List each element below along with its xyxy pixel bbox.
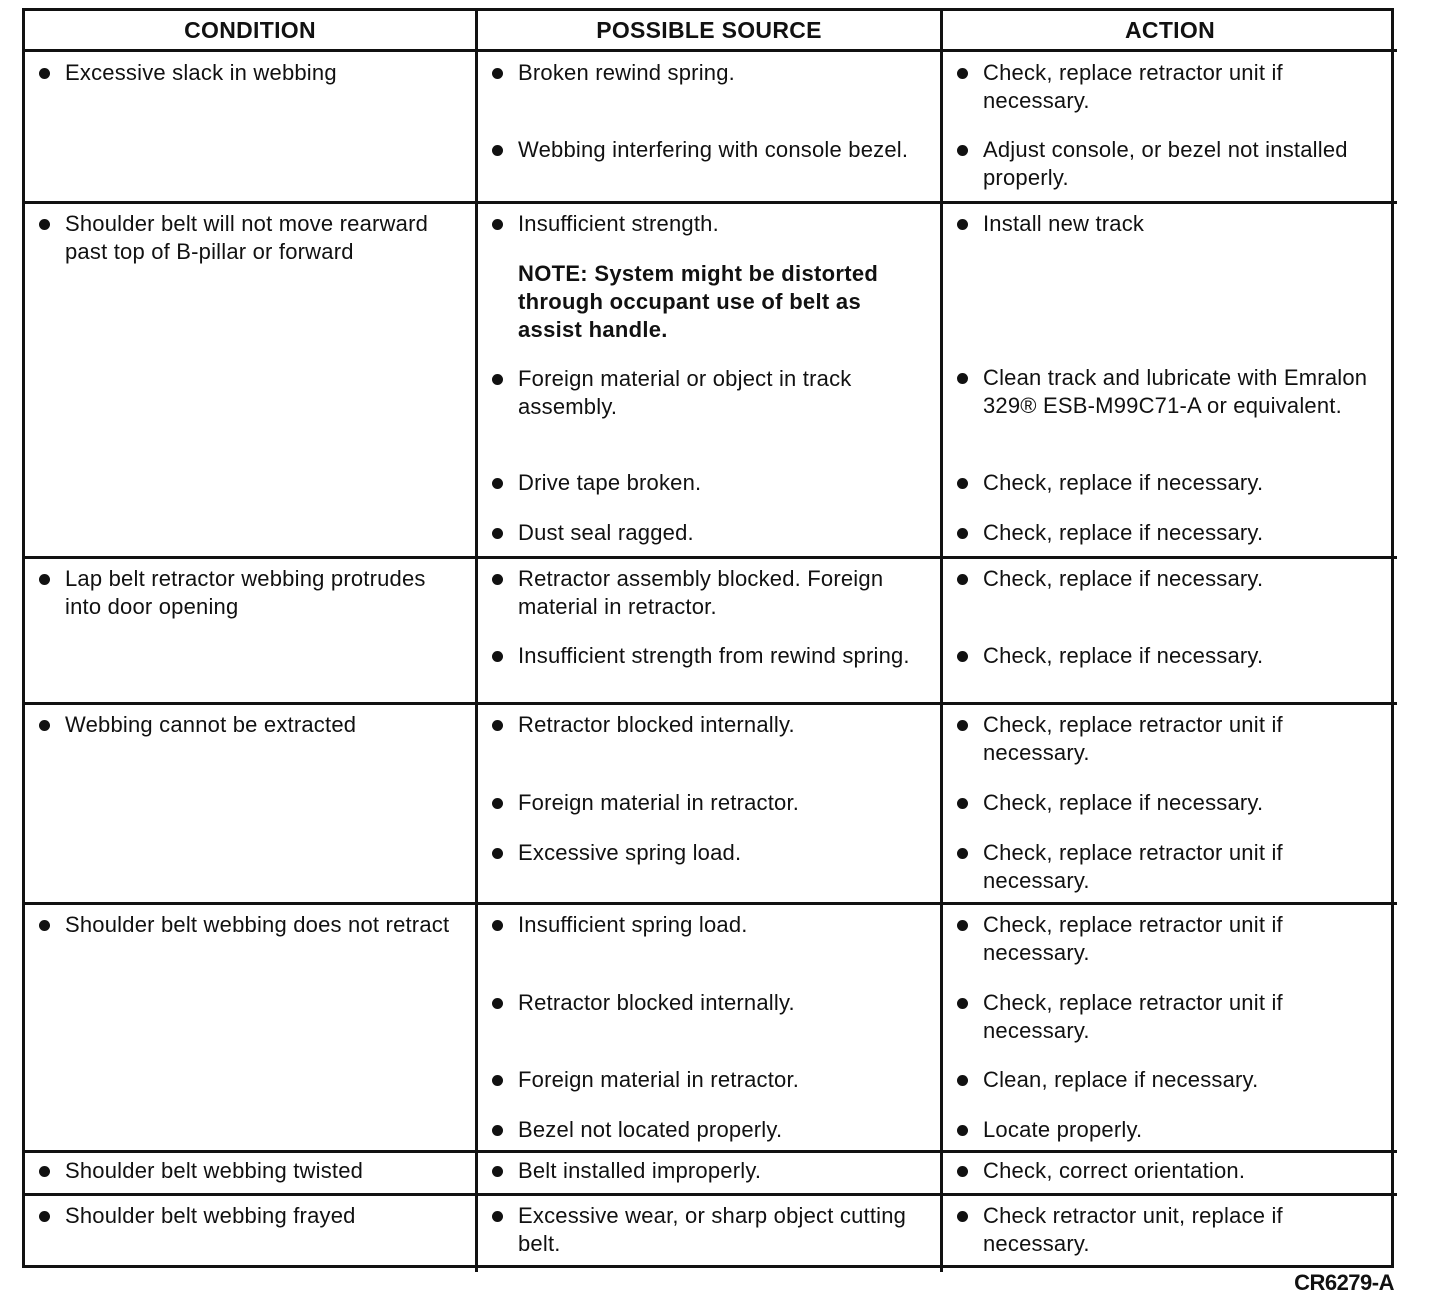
source-entry bbox=[492, 642, 930, 670]
bullet-icon bbox=[39, 68, 50, 79]
header-condition: CONDITION bbox=[25, 11, 478, 52]
action-entry bbox=[957, 642, 1387, 670]
condition-entry bbox=[39, 711, 465, 739]
source-text: Webbing interfering with console bezel. bbox=[518, 137, 909, 162]
header-action: ACTION bbox=[943, 11, 1397, 52]
source-text: Drive tape broken. bbox=[518, 470, 702, 495]
bullet-icon bbox=[492, 720, 503, 731]
condition-text: Shoulder belt webbing twisted bbox=[65, 1158, 364, 1183]
action-entry bbox=[957, 1202, 1387, 1258]
source-entry bbox=[492, 989, 930, 1017]
source-entry bbox=[492, 519, 930, 547]
source-text: Belt installed improperly. bbox=[518, 1158, 762, 1183]
header-possible-source: POSSIBLE SOURCE bbox=[478, 11, 943, 52]
source-cell bbox=[478, 902, 943, 1150]
action-entry bbox=[957, 911, 1387, 967]
source-entry bbox=[492, 136, 930, 164]
bullet-icon bbox=[957, 848, 968, 859]
condition-entry bbox=[39, 911, 465, 939]
bullet-icon bbox=[492, 651, 503, 662]
action-entry bbox=[957, 469, 1387, 497]
bullet-icon bbox=[492, 848, 503, 859]
source-text: Broken rewind spring. bbox=[518, 60, 735, 85]
action-text: Install new track bbox=[983, 211, 1145, 236]
action-entry bbox=[957, 364, 1387, 420]
bullet-icon bbox=[957, 798, 968, 809]
source-cell bbox=[478, 201, 943, 556]
condition-entry bbox=[39, 59, 465, 87]
bullet-icon bbox=[492, 1125, 503, 1136]
bullet-icon bbox=[957, 720, 968, 731]
source-text: Foreign material or object in track assembly. bbox=[518, 366, 852, 419]
bullet-icon bbox=[39, 574, 50, 585]
action-cell bbox=[943, 1150, 1397, 1193]
bullet-icon bbox=[492, 478, 503, 489]
bullet-icon bbox=[492, 1075, 503, 1086]
bullet-icon bbox=[492, 798, 503, 809]
source-text: Foreign material in retractor. bbox=[518, 1067, 800, 1092]
action-text: Check, replace retractor unit if necessary. bbox=[983, 912, 1283, 965]
source-text: Retractor assembly blocked. Foreign material in retractor. bbox=[518, 566, 884, 619]
source-entry bbox=[492, 789, 930, 817]
bullet-icon bbox=[39, 720, 50, 731]
action-cell bbox=[943, 902, 1397, 1150]
source-text: Excessive wear, or sharp object cutting belt. bbox=[518, 1203, 907, 1256]
bullet-icon bbox=[957, 998, 968, 1009]
source-entry bbox=[492, 1157, 930, 1185]
source-cell bbox=[478, 1150, 943, 1193]
condition-cell bbox=[25, 1150, 478, 1193]
bullet-icon bbox=[492, 1166, 503, 1177]
bullet-icon bbox=[957, 1211, 968, 1222]
condition-entry bbox=[39, 210, 465, 266]
action-cell bbox=[943, 52, 1397, 201]
action-entry bbox=[957, 210, 1387, 238]
source-entry bbox=[492, 365, 930, 421]
action-text: Check, replace if necessary. bbox=[983, 790, 1264, 815]
bullet-icon bbox=[957, 145, 968, 156]
action-entry bbox=[957, 519, 1387, 547]
condition-cell bbox=[25, 702, 478, 902]
bullet-icon bbox=[957, 651, 968, 662]
action-entry bbox=[957, 839, 1387, 895]
bullet-icon bbox=[492, 1211, 503, 1222]
bullet-icon bbox=[492, 145, 503, 156]
action-text: Check, replace retractor unit if necessary. bbox=[983, 712, 1283, 765]
action-cell bbox=[943, 702, 1397, 902]
bullet-icon bbox=[957, 574, 968, 585]
condition-cell bbox=[25, 902, 478, 1150]
action-entry bbox=[957, 1157, 1387, 1185]
source-text: Dust seal ragged. bbox=[518, 520, 694, 545]
source-text: Retractor blocked internally. bbox=[518, 712, 795, 737]
bullet-icon bbox=[492, 574, 503, 585]
bullet-icon bbox=[39, 1211, 50, 1222]
figure-code: CR6279-A bbox=[1294, 1270, 1394, 1295]
source-entry bbox=[492, 839, 930, 867]
condition-cell bbox=[25, 201, 478, 556]
action-text: Clean track and lubricate with Emralon 329® ESB-M99C71-A or equivalent. bbox=[983, 365, 1368, 418]
source-entry bbox=[492, 1116, 930, 1144]
condition-text: Shoulder belt will not move rearward past top of B-pillar or forward bbox=[65, 211, 429, 264]
bullet-icon bbox=[957, 1125, 968, 1136]
action-text: Check, replace retractor unit if necessary. bbox=[983, 990, 1283, 1043]
bullet-icon bbox=[492, 219, 503, 230]
bullet-icon bbox=[957, 528, 968, 539]
action-entry bbox=[957, 1116, 1387, 1144]
bullet-icon bbox=[957, 219, 968, 230]
source-text: Insufficient strength from rewind spring. bbox=[518, 643, 910, 668]
bullet-icon bbox=[39, 219, 50, 230]
condition-text: Shoulder belt webbing frayed bbox=[65, 1203, 356, 1228]
bullet-icon bbox=[957, 1166, 968, 1177]
bullet-icon bbox=[957, 920, 968, 931]
condition-entry bbox=[39, 1157, 465, 1185]
source-text: Bezel not located properly. bbox=[518, 1117, 783, 1142]
source-cell bbox=[478, 1193, 943, 1272]
source-entry bbox=[492, 59, 930, 87]
condition-entry bbox=[39, 1202, 465, 1230]
condition-cell bbox=[25, 52, 478, 201]
condition-cell bbox=[25, 1193, 478, 1272]
action-entry bbox=[957, 711, 1387, 767]
source-cell bbox=[478, 556, 943, 702]
action-cell bbox=[943, 556, 1397, 702]
bullet-icon bbox=[492, 998, 503, 1009]
action-text: Check, replace retractor unit if necessary. bbox=[983, 60, 1283, 113]
action-entry bbox=[957, 565, 1387, 593]
bullet-icon bbox=[957, 478, 968, 489]
action-text: Check, replace if necessary. bbox=[983, 643, 1264, 668]
action-text: Check, replace if necessary. bbox=[983, 566, 1264, 591]
action-text: Clean, replace if necessary. bbox=[983, 1067, 1259, 1092]
action-entry bbox=[957, 789, 1387, 817]
action-text: Check, correct orientation. bbox=[983, 1158, 1246, 1183]
action-text: Check retractor unit, replace if necessary. bbox=[983, 1203, 1283, 1256]
source-cell bbox=[478, 702, 943, 902]
source-text: Retractor blocked internally. bbox=[518, 990, 795, 1015]
action-entry bbox=[957, 989, 1387, 1045]
condition-cell bbox=[25, 556, 478, 702]
action-text: Check, replace if necessary. bbox=[983, 520, 1264, 545]
bullet-icon bbox=[957, 1075, 968, 1086]
note-text: NOTE: System might be distorted through occupant use of belt as assist handle. bbox=[518, 261, 879, 342]
source-entry bbox=[492, 1202, 930, 1258]
source-entry bbox=[492, 565, 930, 621]
source-text: Insufficient spring load. bbox=[518, 912, 748, 937]
action-text: Locate properly. bbox=[983, 1117, 1143, 1142]
source-text: Excessive spring load. bbox=[518, 840, 742, 865]
action-text: Check, replace if necessary. bbox=[983, 470, 1264, 495]
source-entry bbox=[492, 210, 930, 238]
source-entry bbox=[492, 469, 930, 497]
source-entry bbox=[492, 1066, 930, 1094]
condition-text: Shoulder belt webbing does not retract bbox=[65, 912, 450, 937]
source-entry bbox=[492, 711, 930, 739]
bullet-icon bbox=[492, 920, 503, 931]
action-cell bbox=[943, 201, 1397, 556]
diagnosis-table bbox=[22, 8, 1394, 1268]
bullet-icon bbox=[492, 528, 503, 539]
bullet-icon bbox=[492, 68, 503, 79]
condition-text: Excessive slack in webbing bbox=[65, 60, 337, 85]
bullet-icon bbox=[39, 1166, 50, 1177]
action-text: Adjust console, or bezel not installed properly. bbox=[983, 137, 1348, 190]
action-cell bbox=[943, 1193, 1397, 1272]
source-cell bbox=[478, 52, 943, 201]
action-entry bbox=[957, 59, 1387, 115]
condition-text: Webbing cannot be extracted bbox=[65, 712, 357, 737]
source-entry bbox=[492, 911, 930, 939]
source-text: Insufficient strength. bbox=[518, 211, 719, 236]
action-entry bbox=[957, 1066, 1387, 1094]
action-entry bbox=[957, 136, 1387, 192]
bullet-icon bbox=[957, 68, 968, 79]
source-text: Foreign material in retractor. bbox=[518, 790, 800, 815]
condition-entry bbox=[39, 565, 465, 621]
condition-text: Lap belt retractor webbing protrudes into door opening bbox=[65, 566, 426, 619]
bullet-icon bbox=[492, 374, 503, 385]
bullet-icon bbox=[39, 920, 50, 931]
bullet-icon bbox=[957, 373, 968, 384]
action-text: Check, replace retractor unit if necessary. bbox=[983, 840, 1283, 893]
